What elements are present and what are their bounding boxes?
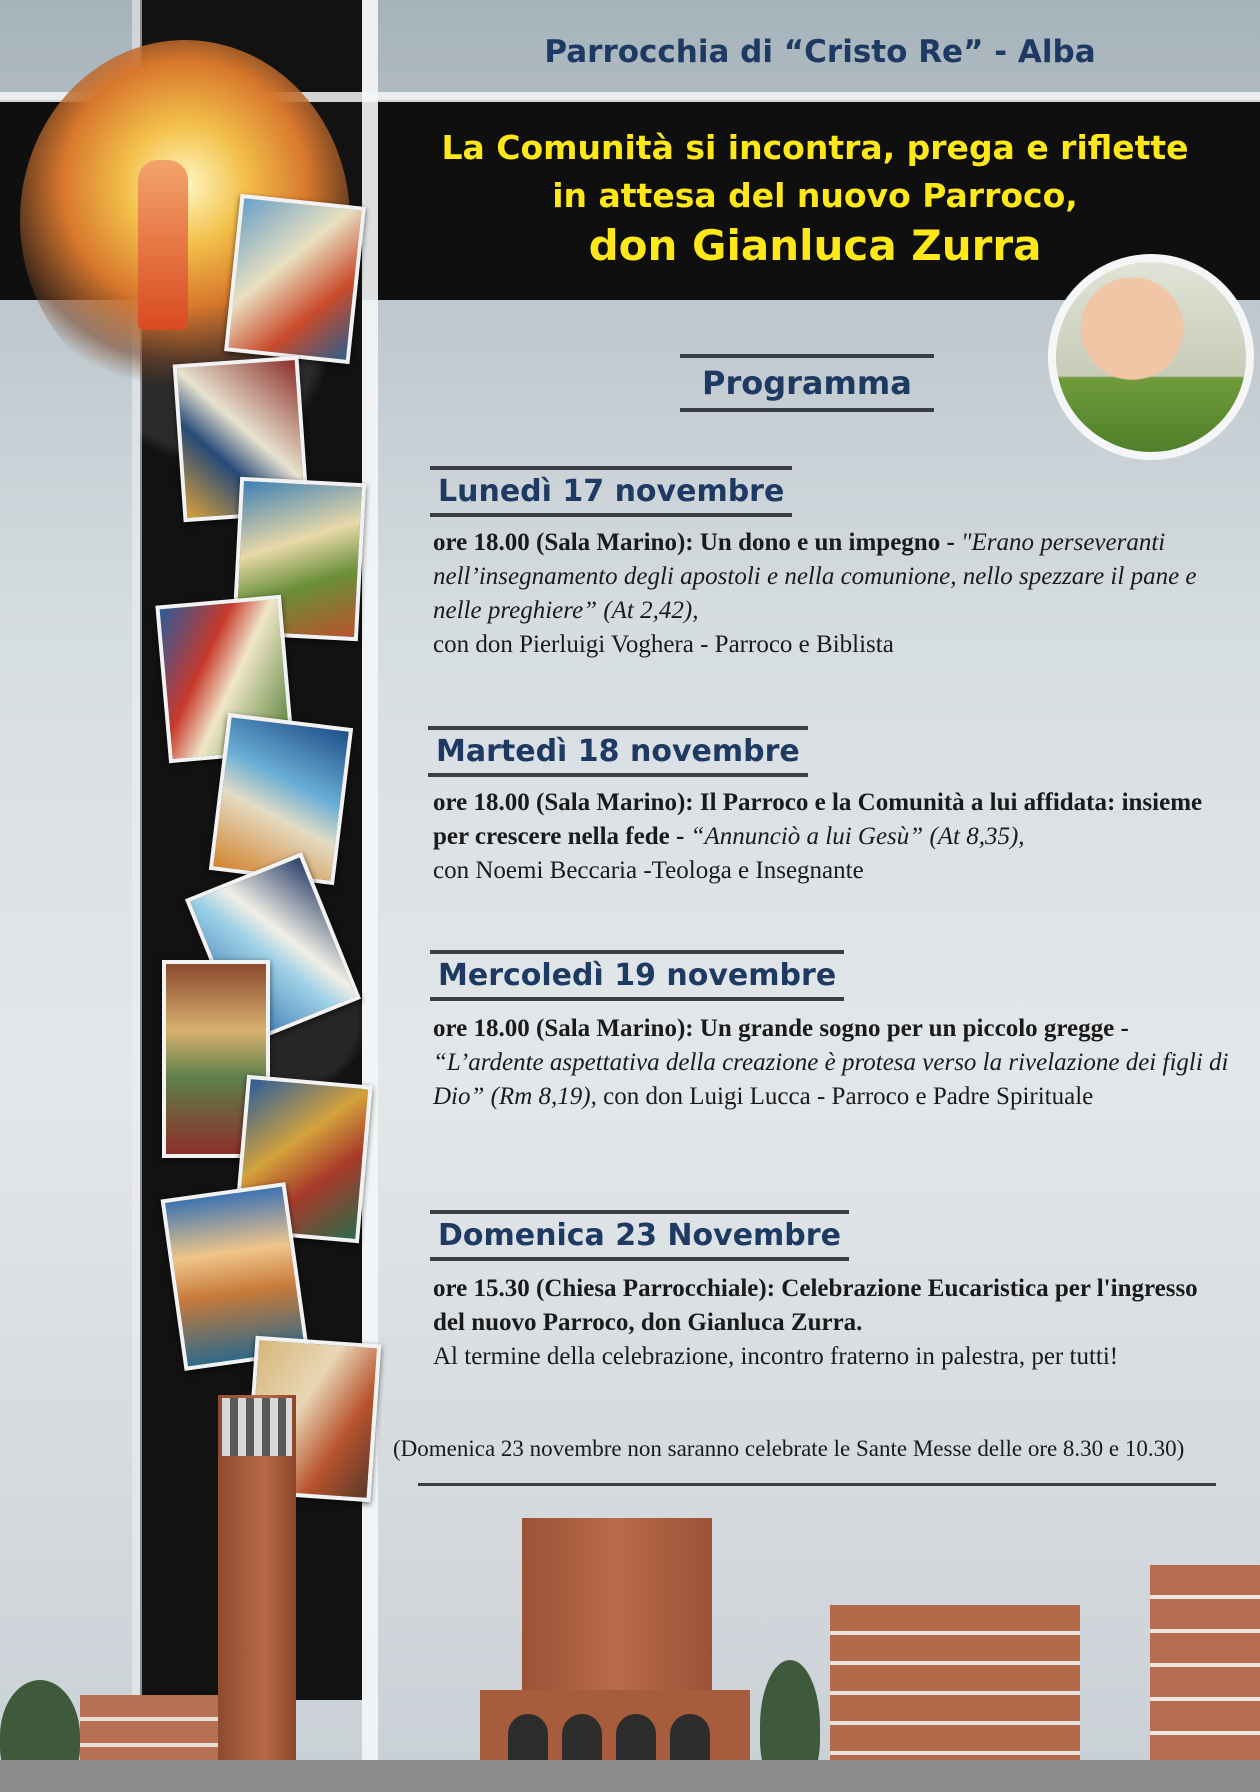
bible-quote: “L’ardente aspettativa della creazione è protesa verso la rivelazione dei figli di Dio” (Rm 8,19), — [433, 1049, 1229, 1110]
apartment-building-center — [830, 1605, 1080, 1765]
stained-glass-tile — [224, 194, 366, 364]
headline-line-1: La Comunità si incontra, prega e riflette — [441, 128, 1189, 167]
day-text-monday — [433, 526, 1233, 662]
parish-name: Parrocchia di “Cristo Re” - Alba — [544, 34, 1096, 70]
day-heading-monday: Lunedì 17 novembre — [430, 466, 792, 517]
event-note: Al termine della celebrazione, incontro fraterno in palestra, per tutti! — [433, 1343, 1119, 1370]
headline — [390, 124, 1240, 270]
event-time-title: ore 18.00 (Sala Marino): Il Parroco e la Comunità a lui affidata: insieme per crescere nella fede - — [433, 789, 1203, 850]
day-heading-wednesday: Mercoledì 19 novembre — [430, 950, 844, 1001]
bell-tower-belfry — [222, 1398, 292, 1456]
event-time-title: ore 15.30 (Chiesa Parrocchiale): Celebrazione Eucaristica per l'ingresso del nuovo Parroco, don Gianluca Zurra. — [433, 1275, 1198, 1336]
church-facade — [522, 1518, 712, 1718]
day-text-wednesday — [433, 1012, 1233, 1114]
headline-line-2: in attesa del nuovo Parroco, — [552, 176, 1078, 215]
event-speaker: con Noemi Beccaria -Teologa e Insegnante — [433, 857, 864, 884]
day-heading-tuesday: Martedì 18 novembre — [428, 726, 808, 777]
event-time-title: ore 18.00 (Sala Marino): Un grande sogno per un piccolo gregge - — [433, 1015, 1129, 1042]
bible-quote: “Annunciò a lui Gesù” (At 8,35), — [690, 823, 1025, 850]
new-parish-priest-name: don Gianluca Zurra — [588, 221, 1042, 270]
divider — [418, 1483, 1216, 1486]
day-text-tuesday — [433, 786, 1233, 888]
day-text-sunday — [433, 1272, 1233, 1374]
risen-christ-figure — [138, 160, 188, 330]
bible-quote: "Erano perseveranti nell’insegnamento degli apostoli e nella comunione, nello spezzare il pane e nelle preghiere” (At 2,42), — [433, 529, 1197, 624]
day-heading-sunday: Domenica 23 Novembre — [430, 1210, 849, 1261]
program-title: Programma — [680, 354, 934, 412]
event-time-title: ore 18.00 (Sala Marino): Un dono e un impegno - — [433, 529, 962, 556]
event-speaker: con don Pierluigi Voghera - Parroco e Biblista — [433, 631, 894, 658]
street — [0, 1760, 1260, 1792]
mass-cancellation-note: (Domenica 23 novembre non saranno celebrate le Sante Messe delle ore 8.30 e 10.30) — [393, 1436, 1185, 1461]
parish-priest-photo — [1048, 254, 1254, 460]
cross-light-line — [362, 0, 378, 1792]
apartment-building-right — [1150, 1565, 1260, 1792]
event-speaker: con don Luigi Lucca - Parroco e Padre Spirituale — [596, 1083, 1094, 1110]
